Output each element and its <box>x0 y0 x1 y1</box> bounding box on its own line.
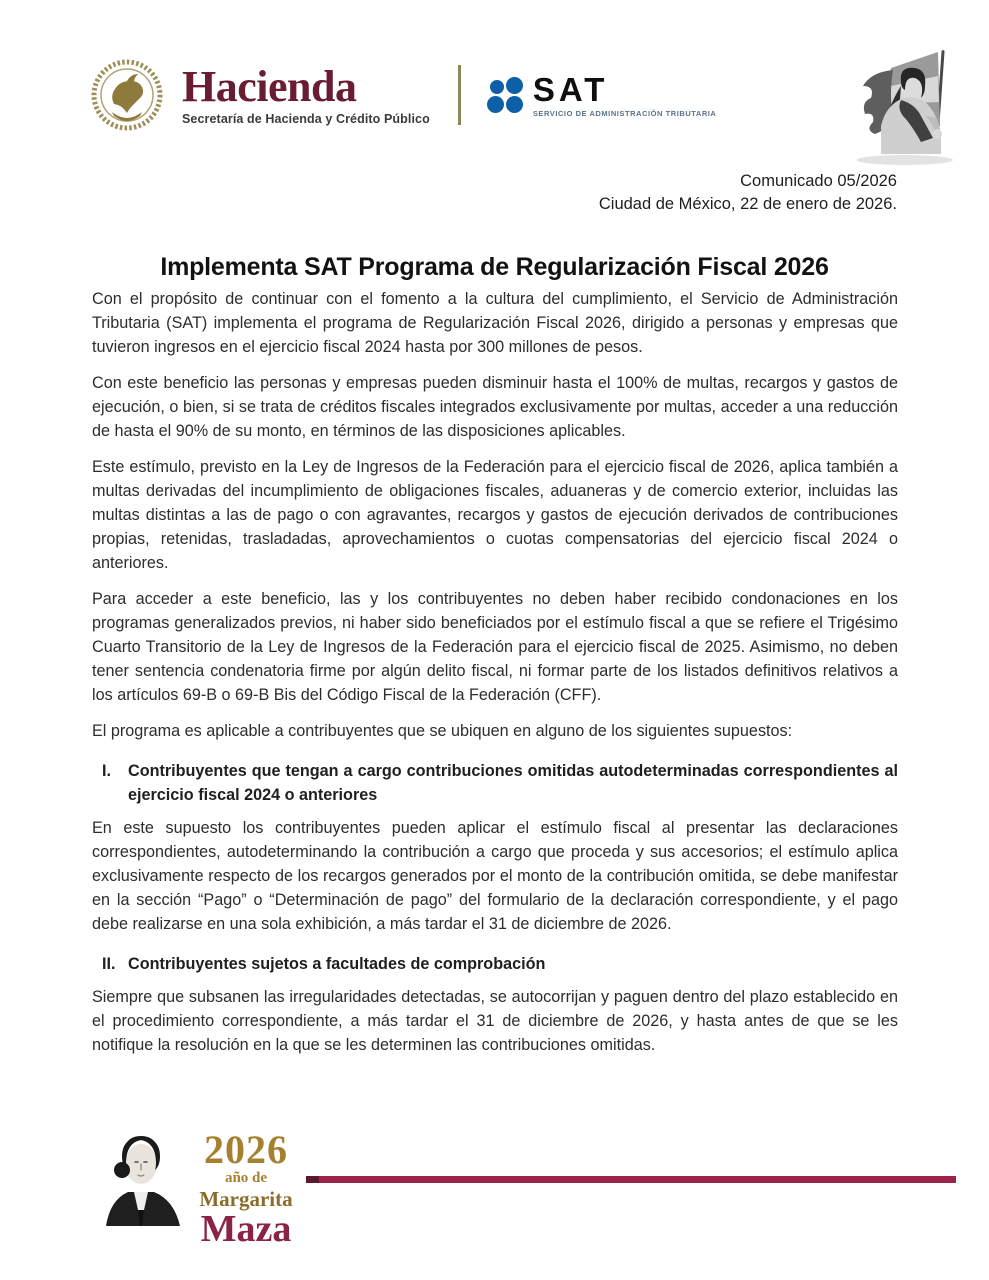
footer-year: 2026 <box>204 1127 288 1172</box>
sat-text <box>532 70 717 118</box>
sat-wordmark: SAT <box>532 70 609 108</box>
list-item-2 <box>92 952 898 976</box>
list-numeral: II. <box>102 955 116 973</box>
footer-accent-bar <box>306 1176 956 1183</box>
list-body: Siempre que subsanen las irregularidades detectadas, se autocorrijan y paguen dentro del plazo establecido en el procedimiento correspondiente, a más tardar el 31 de diciembre de 2026, y hasta antes de que se les notifique la resolución en la que se les determinen las contribuciones omitidas. <box>92 988 898 1054</box>
hacienda-text <box>182 61 430 126</box>
list-numeral: I. <box>102 762 111 780</box>
paragraph: Con el propósito de continuar con el fomento a la cultura del cumplimiento, el Servicio de Administración Tributaria (SAT) implementa el programa de Regularización Fiscal 2026, dirigido a personas y empresas que tuvieron ingresos en el ejercicio fiscal 2024 hasta por 300 millones de pesos. <box>92 290 898 356</box>
footer-tagline-1: año de <box>224 1170 268 1186</box>
list-heading: Contribuyentes sujetos a facultades de comprobación <box>128 955 546 973</box>
sat-subtitle: SERVICIO DE ADMINISTRACIÓN TRIBUTARIA <box>532 108 717 118</box>
page-title: Implementa SAT Programa de Regularización Fiscal 2026 <box>160 252 829 281</box>
paragraph: Este estímulo, previsto en la Ley de Ingresos de la Federación para el ejercicio fiscal de 2026, aplica también a multas derivadas del incumplimiento de obligaciones fiscales, aduaneras y de comercio exterior, incluidas las multas distintas a las de pago o con agravantes, recargos y gastos de ejecución derivados de contribuciones propias, retenidas, trasladadas, aprovechamientos o cuotas compensatorias del ejercicio fiscal 2024 o anteriores. <box>92 458 898 572</box>
sat-logo <box>485 70 717 118</box>
document-body <box>92 287 898 1069</box>
header <box>84 56 716 134</box>
hacienda-wordmark: Hacienda <box>182 61 357 111</box>
dateline: Ciudad de México, 22 de enero de 2026. <box>598 194 897 213</box>
logo-divider <box>458 65 461 125</box>
paragraph: Para acceder a este beneficio, las y los contribuyentes no deben haber recibido condonaciones en los programas generalizados previos, ni haber sido beneficiados por el estímulo fiscal a que se refiere el Trigésimo Cuarto Transitorio de la Ley de Ingresos de la Federación para el ejercicio fiscal de 2025. Asimismo, no deben tener sentencia condenatoria firme por algún delito fiscal, ni formar parte de los listados definitivos relativos a los artículos 69-B o 69-B Bis del Código Fiscal de la Federación (CFF). <box>92 590 898 704</box>
mexico-coat-of-arms-icon <box>84 56 170 134</box>
comunicado-number: Comunicado 05/2026 <box>740 172 897 190</box>
paragraph: El programa es aplicable a contribuyentes que se ubiquen en alguno de los siguientes supuestos: <box>92 722 793 740</box>
hacienda-subtitle: Secretaría de Hacienda y Crédito Público <box>182 111 430 126</box>
hacienda-logo <box>84 56 430 134</box>
list-heading: Contribuyentes que tengan a cargo contribuciones omitidas autodeterminadas correspondientes al ejercicio fiscal 2024 o anteriores <box>128 762 898 804</box>
comunicado-meta <box>599 170 897 215</box>
paragraph: Con este beneficio las personas y empresas pueden disminuir hasta el 100% de multas, recargos y gastos de ejecución, o bien, si se trata de créditos fiscales integrados exclusivamente por multas, acceder a una reducción de hasta el 90% de su monto, en términos de las disposiciones aplicables. <box>92 374 898 440</box>
margarita-maza-portrait <box>94 1126 188 1228</box>
sat-dots-icon <box>485 76 524 115</box>
footer-tagline-2: Margarita <box>199 1187 293 1212</box>
margarita-maza-logo <box>188 1127 304 1251</box>
woman-with-flag-illustration <box>841 42 975 168</box>
footer-tagline-3: Maza <box>200 1208 292 1251</box>
list-body: En este supuesto los contribuyentes pueden aplicar el estímulo fiscal al presentar las declaraciones correspondientes, autodeterminando la contribución a cargo que proceda y sus accesorios; el estímulo aplica exclusivamente respecto de los recargos generados por el monto de la contribución omitida, se debe manifestar en la sección “Pago” o “Determinación de pago” del formulario de la declaración correspondiente, y el pago debe realizarse en una sola exhibición, a más tardar el 31 de diciembre de 2026. <box>92 819 898 933</box>
list-item-1 <box>92 759 898 807</box>
